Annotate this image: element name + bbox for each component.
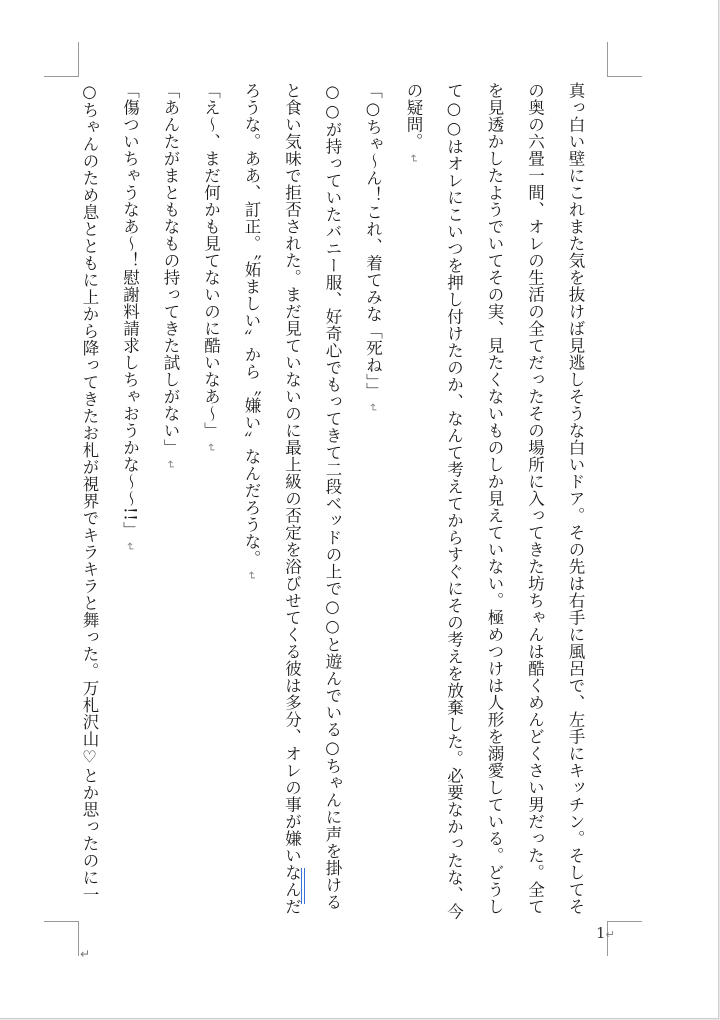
crop-mark-top-left	[44, 42, 79, 77]
paragraph-text: 「え～、まだ何かも見てないのに酷いなあ～」	[201, 82, 221, 439]
paragraph-dialogue-3	[150, 82, 191, 927]
paragraph-narration-3	[75, 82, 109, 927]
paragraph-mark-icon: ↵	[407, 154, 420, 164]
paragraph-text: ○○が持っていたバニー服、好奇心でもってきて二段ベッドの上で○○と遊んでいる○ちゃんに声を掛けると食い気味で拒否された。まだ見ていないのに最上級の否定を浴びせてくる彼は多分、オレの事が嫌いなんだろうな。ああ、訂正。〝妬ましい〞から〝嫌い〞なんだろうな。	[242, 82, 342, 915]
paragraph-mark-icon: ↵	[204, 443, 218, 453]
paragraph-mark-icon: ↵	[80, 947, 91, 961]
crop-mark-top-right	[607, 42, 642, 77]
paragraph-narration-1	[393, 82, 596, 927]
paragraph-text: 「○ちゃ～ん！これ、着てみな「死ね」」	[363, 82, 383, 400]
paragraph-mark-icon: ↵	[366, 403, 380, 413]
paragraph-text: 「あんたがまともなもの持ってきた試しがない」	[161, 82, 180, 456]
paragraph-dialogue-1	[352, 82, 393, 927]
paragraph-dialogue-2	[190, 82, 231, 927]
paragraph-narration-2	[231, 82, 353, 927]
page-number	[596, 924, 615, 942]
paragraph-dialogue-4	[109, 82, 150, 927]
crop-mark-bottom-left	[44, 921, 79, 956]
paragraph-mark-icon: ↵	[164, 460, 177, 470]
text-cursor	[301, 868, 305, 904]
paragraph-mark-icon: ↵	[123, 542, 137, 552]
paragraph-text: ○ちゃんのため息とともに上から降ってきたお札が視界でキラキラと舞った。万札沢山♡とか思ったのに一	[80, 82, 99, 903]
paragraph-text: 「傷ついちゃうなあ～！慰謝料請求しちゃおうかな～～!!」	[120, 82, 140, 539]
page-number-value: 1	[596, 924, 606, 942]
paragraph-mark-icon: ↵	[605, 928, 615, 941]
paragraph-mark-icon: ↵	[245, 570, 258, 581]
paragraph-text: 真っ白い壁にこれまた気を抜けば見逃しそうな白いドア。その先は右手に風呂で、左手にキッチン。そしてその奥の六畳一間、オレの生活の全てだったその場所に入ってきた坊ちゃんは酷くめんどくさい男だった。全てを見透かしたようでいてその実、見たくないものしか見えていない。極めつけは人形を溺愛している。どうして○○はオレにこいつを押し付けたのか、なんて考えてからすぐにその考えを放棄した。必要なかったな、今の疑問。	[404, 82, 585, 920]
vertical-text-body[interactable]	[75, 82, 595, 927]
